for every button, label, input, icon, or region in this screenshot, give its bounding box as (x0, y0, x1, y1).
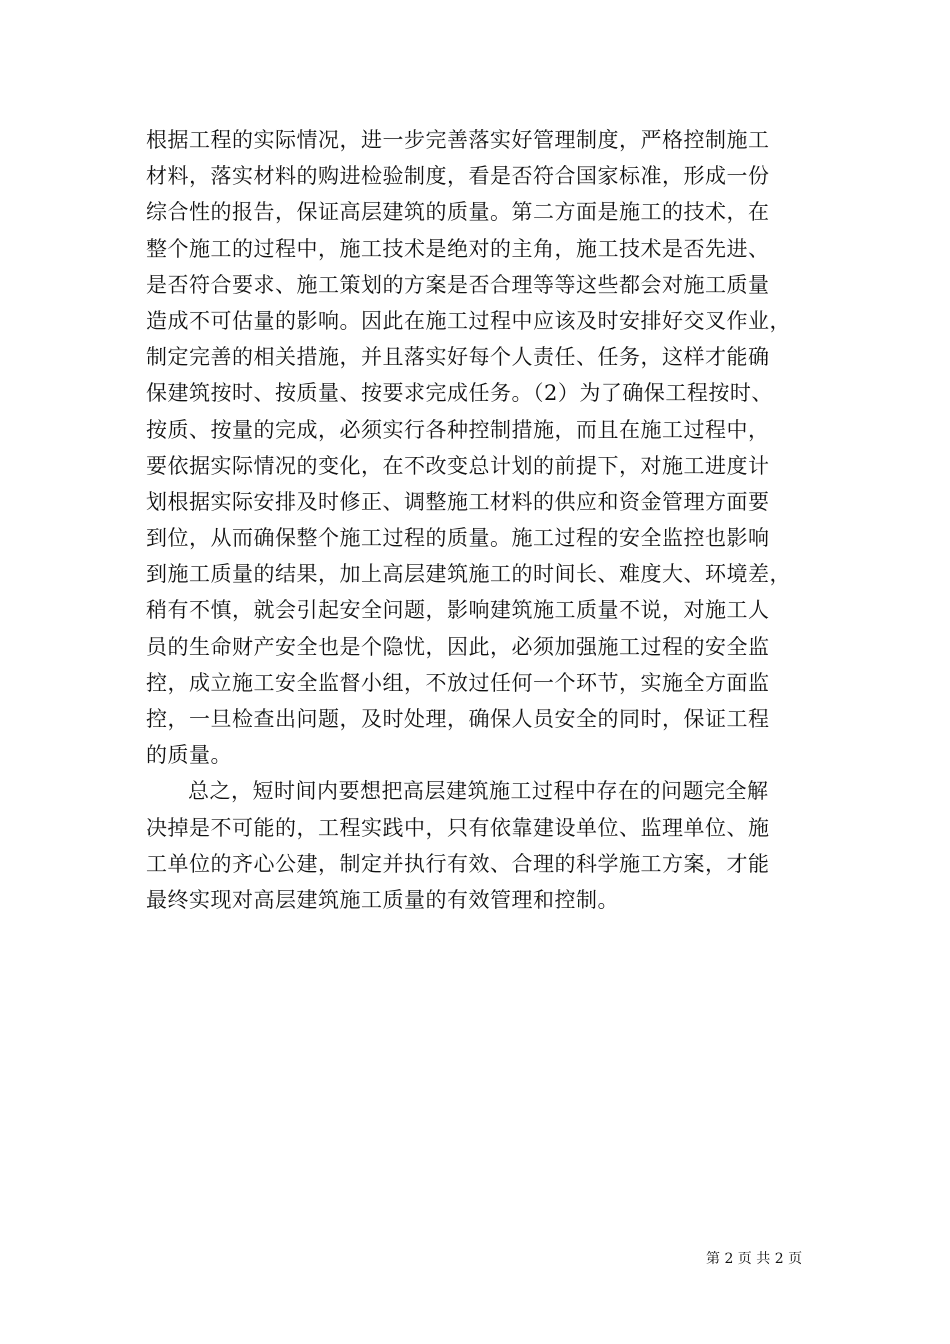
text-line: 总之，短时间内要想把高层建筑施工过程中存在的问题完全解 (188, 779, 769, 804)
text-line: 划根据实际安排及时修正、调整施工材料的供应和资金管理方面要 (146, 489, 770, 514)
text-line: 员的生命财产安全也是个隐忧，因此，必须加强施工过程的安全监 (146, 634, 770, 659)
paragraph-2 (146, 773, 816, 918)
text-line: 根据工程的实际情况，进一步完善落实好管理制度，严格控制施工 (146, 128, 770, 152)
text-line: 到位，从而确保整个施工过程的质量。施工过程的安全监控也影响 (146, 526, 770, 551)
text-line: 综合性的报告，保证高层建筑的质量。第二方面是施工的技术，在 (146, 200, 770, 225)
text-line: 稍有不慎，就会引起安全问题，影响建筑施工质量不说，对施工人 (146, 598, 770, 623)
text-line: 最终实现对高层建筑施工质量的有效管理和控制。 (146, 887, 619, 912)
text-line: 的质量。 (146, 743, 232, 768)
paragraph-1 (146, 122, 816, 773)
text-line: 要依据实际情况的变化，在不改变总计划的前提下，对施工进度计 (146, 453, 770, 478)
text-line: 制定完善的相关措施，并且落实好每个人责任、任务，这样才能确 (146, 345, 770, 370)
text-line: 按质、按量的完成，必须实行各种控制措施，而且在施工过程中， (146, 417, 770, 442)
text-line: 到施工质量的结果，加上高层建筑施工的时间长、难度大、环境差， (146, 562, 791, 587)
document-body (146, 122, 816, 918)
text-line: 工单位的齐心公建，制定并执行有效、合理的科学施工方案，才能 (146, 851, 770, 876)
text-line: 控，一旦检查出问题，及时处理，确保人员安全的同时，保证工程 (146, 707, 770, 731)
text-line: 保建筑按时、按质量、按要求完成任务。（2）为了确保工程按时、 (146, 381, 773, 406)
text-line: 是否符合要求、施工策划的方案是否合理等等这些都会对施工质量 (146, 272, 770, 297)
text-line: 整个施工的过程中，施工技术是绝对的主角，施工技术是否先进、 (146, 236, 770, 261)
text-line: 材料，落实材料的购进检验制度，看是否符合国家标准，形成一份 (146, 164, 770, 189)
text-line: 决掉是不可能的，工程实践中，只有依靠建设单位、监理单位、施 (146, 815, 770, 840)
text-line: 造成不可估量的影响。因此在施工过程中应该及时安排好交叉作业， (146, 308, 791, 333)
text-line: 控，成立施工安全监督小组，不放过任何一个环节，实施全方面监 (146, 670, 770, 695)
page-number: 第 2 页 共 2 页 (706, 1251, 803, 1267)
